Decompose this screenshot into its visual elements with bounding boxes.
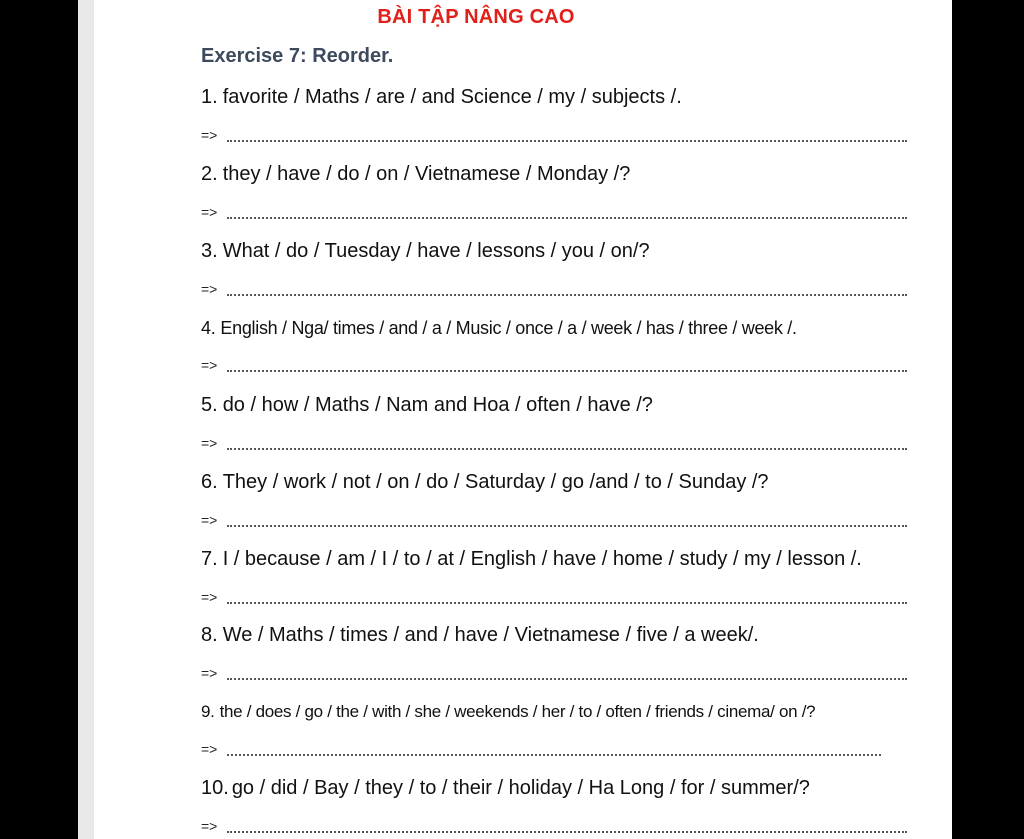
question-text: they / have / do / on / Vietnamese / Monday /? xyxy=(222,163,631,185)
question-number: 4. xyxy=(201,318,216,338)
answer-prefix: => xyxy=(201,818,218,834)
question-text: They / work / not / on / do / Saturday / go /and / to / Sunday /? xyxy=(222,471,769,493)
answer-line-9[interactable] xyxy=(201,740,881,758)
answer-prefix: => xyxy=(201,281,218,297)
question-4 xyxy=(201,318,797,339)
answer-prefix: => xyxy=(201,589,218,605)
question-text: English / Nga/ times / and / a / Music / once / a / week / has / three / week /. xyxy=(220,318,797,338)
question-text: favorite / Maths / are / and Science / my / subjects /. xyxy=(222,86,682,108)
question-number: 10. xyxy=(201,777,229,799)
question-number: 7. xyxy=(201,548,218,570)
answer-dotted-line xyxy=(227,366,907,372)
answer-dotted-line xyxy=(227,444,907,450)
answer-line-8[interactable] xyxy=(201,664,907,682)
answer-prefix: => xyxy=(201,127,218,143)
answer-dotted-line xyxy=(227,290,907,296)
question-number: 3. xyxy=(201,240,218,262)
exercise-heading: Exercise 7: Reorder. xyxy=(201,45,394,67)
question-number: 9. xyxy=(201,702,215,721)
answer-dotted-line xyxy=(227,213,907,219)
question-8 xyxy=(201,624,759,647)
answer-line-5[interactable] xyxy=(201,434,907,452)
answer-line-1[interactable] xyxy=(201,126,907,144)
answer-prefix: => xyxy=(201,357,218,373)
worksheet-page xyxy=(94,0,952,839)
question-text: I / because / am / I / to / at / English / have / home / study / my / lesson /. xyxy=(222,548,862,570)
answer-dotted-line xyxy=(227,136,907,142)
question-number: 8. xyxy=(201,624,218,646)
answer-prefix: => xyxy=(201,665,218,681)
question-text: What / do / Tuesday / have / lessons / you / on/? xyxy=(222,240,650,262)
question-2 xyxy=(201,163,630,186)
question-6 xyxy=(201,471,769,494)
answer-line-3[interactable] xyxy=(201,280,907,298)
answer-prefix: => xyxy=(201,435,218,451)
worksheet-title: BÀI TẬP NÂNG CAO xyxy=(377,6,575,28)
answer-line-2[interactable] xyxy=(201,203,907,221)
question-number: 6. xyxy=(201,471,218,493)
question-text: do / how / Maths / Nam and Hoa / often / have /? xyxy=(222,394,653,416)
answer-line-10[interactable] xyxy=(201,817,907,835)
question-1 xyxy=(201,86,682,109)
answer-dotted-line xyxy=(227,827,907,833)
question-9 xyxy=(201,702,815,722)
answer-prefix: => xyxy=(201,741,218,757)
page-edge-strip xyxy=(78,0,94,839)
answer-line-6[interactable] xyxy=(201,511,907,529)
question-3 xyxy=(201,240,650,263)
answer-dotted-line xyxy=(227,750,881,756)
question-text: go / did / Bay / they / to / their / holiday / Ha Long / for / summer/? xyxy=(231,777,810,799)
answer-prefix: => xyxy=(201,512,218,528)
question-10 xyxy=(201,777,810,800)
answer-dotted-line xyxy=(227,674,907,680)
question-number: 2. xyxy=(201,163,218,185)
answer-line-7[interactable] xyxy=(201,588,907,606)
question-text: the / does / go / the / with / she / weekends / her / to / often / friends / cinema/ on /? xyxy=(219,702,816,721)
answer-prefix: => xyxy=(201,204,218,220)
answer-line-4[interactable] xyxy=(201,356,907,374)
viewer-left-margin xyxy=(0,0,78,839)
question-7 xyxy=(201,548,862,571)
question-number: 1. xyxy=(201,86,218,108)
question-5 xyxy=(201,394,653,417)
viewer-right-margin xyxy=(952,0,1024,839)
question-text: We / Maths / times / and / have / Vietnamese / five / a week/. xyxy=(222,624,759,646)
question-number: 5. xyxy=(201,394,218,416)
answer-dotted-line xyxy=(227,598,907,604)
answer-dotted-line xyxy=(227,521,907,527)
